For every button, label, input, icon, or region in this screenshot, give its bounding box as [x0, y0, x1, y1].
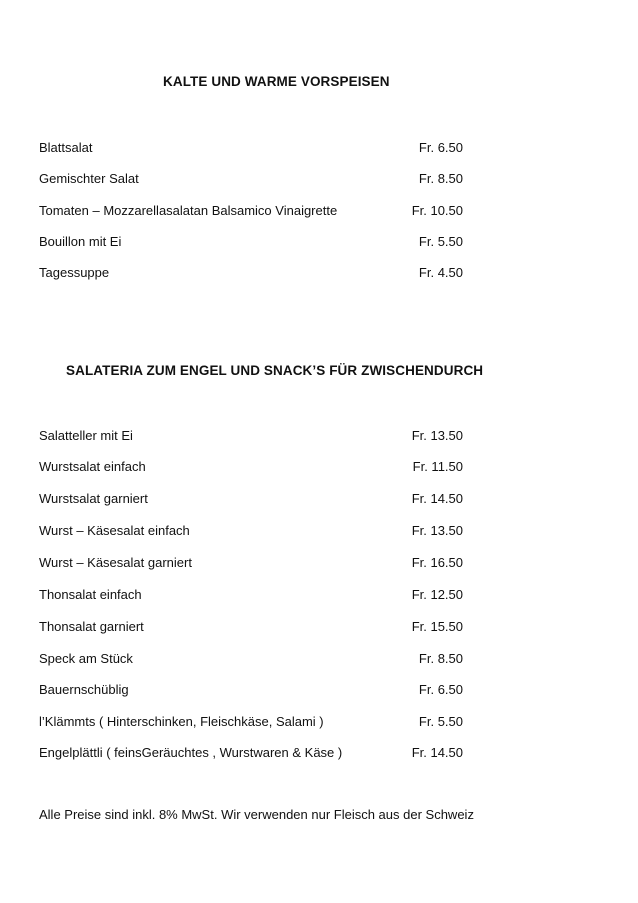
menu-item-price: Fr. 8.50: [418, 171, 463, 186]
menu-item-price: Fr. 11.50: [412, 459, 463, 474]
menu-item-name: l’Klämmts ( Hinterschinken, Fleischkäse, Salami ): [39, 714, 324, 729]
menu-item-name: Speck am Stück: [39, 651, 133, 666]
menu-item: [39, 265, 469, 283]
menu-item: [39, 682, 469, 700]
menu-item-price: Fr. 13.50: [411, 523, 463, 538]
menu-item: [39, 171, 469, 189]
menu-item: [39, 745, 469, 763]
section-title-vorspeisen: KALTE UND WARME VORSPEISEN: [163, 74, 390, 89]
menu-item: [39, 651, 469, 669]
menu-item-name: Wurst – Käsesalat einfach: [39, 523, 190, 538]
menu-item-name: Thonsalat garniert: [39, 619, 144, 634]
menu-item-price: Fr. 5.50: [418, 234, 463, 249]
menu-item-price: Fr. 16.50: [411, 555, 463, 570]
menu-item-price: Fr. 8.50: [418, 651, 463, 666]
menu-item: [39, 234, 469, 252]
menu-item: [39, 459, 469, 477]
menu-item-name: Salatteller mit Ei: [39, 428, 133, 443]
menu-item-name: Tagessuppe: [39, 265, 110, 280]
menu-item-name: Engelplättli ( feinsGeräuchtes , Wurstwaren & Käse ): [39, 745, 343, 760]
menu-item-price: Fr. 5.50: [418, 714, 463, 729]
menu-item-name: Wurstsalat einfach: [39, 459, 146, 474]
menu-item: [39, 203, 469, 221]
menu-item: [39, 714, 469, 732]
menu-item-price: Fr. 10.50: [411, 203, 463, 218]
menu-item-name: Gemischter Salat: [39, 171, 139, 186]
menu-item-name: Bouillon mit Ei: [39, 234, 122, 249]
menu-item: [39, 587, 469, 605]
menu-item-price: Fr. 6.50: [418, 682, 463, 697]
menu-item-price: Fr. 14.50: [411, 745, 463, 760]
section-title-salateria: SALATERIA ZUM ENGEL UND SNACK’S FÜR ZWISCHENDURCH: [66, 363, 484, 378]
menu-item-name: Tomaten – Mozzarellasalatan Balsamico Vinaigrette: [39, 203, 338, 218]
menu-item-name: Blattsalat: [39, 140, 93, 155]
menu-item-price: Fr. 6.50: [418, 140, 463, 155]
vat-note: Alle Preise sind inkl. 8% MwSt. Wir verwenden nur Fleisch aus der Schweiz: [39, 807, 474, 822]
menu-item: [39, 555, 469, 573]
menu-item: [39, 523, 469, 541]
menu-item-name: Wurst – Käsesalat garniert: [39, 555, 192, 570]
menu-item-name: Thonsalat einfach: [39, 587, 142, 602]
menu-item-price: Fr. 12.50: [411, 587, 463, 602]
menu-item: [39, 140, 469, 158]
menu-item-price: Fr. 15.50: [411, 619, 463, 634]
menu-item: [39, 619, 469, 637]
menu-item-price: Fr. 4.50: [418, 265, 463, 280]
menu-item: [39, 428, 469, 446]
menu-item-name: Bauernschüblig: [39, 682, 129, 697]
menu-item-price: Fr. 13.50: [411, 428, 463, 443]
menu-item-price: Fr. 14.50: [411, 491, 463, 506]
menu-item-name: Wurstsalat garniert: [39, 491, 148, 506]
menu-item: [39, 491, 469, 509]
